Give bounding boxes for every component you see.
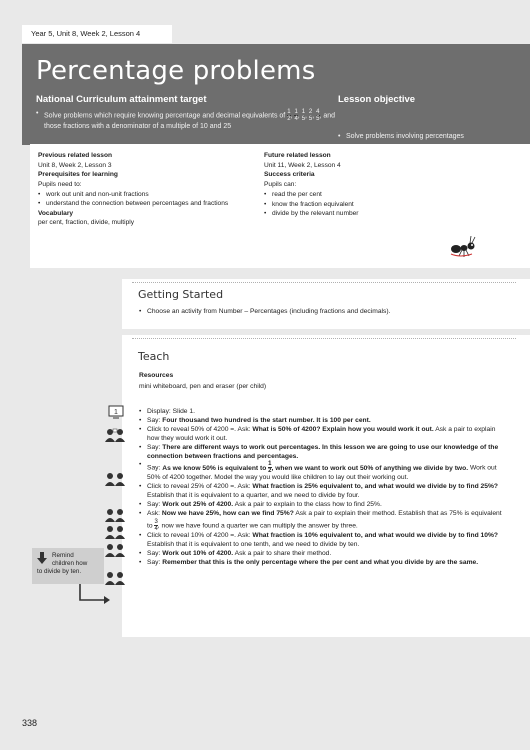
pair-work-icon [104, 472, 126, 486]
nc-text-part-1: Solve problems which require knowing percentage and decimal equivalents of [44, 112, 286, 120]
prerequisites-heading: Prerequisites for learning [38, 171, 118, 179]
resources-text: mini whiteboard, pen and eraser (per child) [139, 383, 267, 390]
fraction: $\frac{1}{2}$ [287, 109, 291, 122]
success-item: • divide by the relevant number [264, 209, 464, 219]
teach-step: • Say: Four thousand two hundred is the start number. It is 100 per cent. [139, 417, 509, 426]
lesson-info-panel [30, 144, 530, 268]
success-item: • know the fraction equivalent [264, 200, 464, 210]
ant-mascot-icon [448, 234, 482, 260]
page-number: 338 [22, 718, 38, 728]
title-banner [22, 44, 530, 145]
getting-started-title: Getting Started [138, 288, 224, 301]
info-left-column [38, 151, 238, 228]
divider [132, 282, 516, 283]
teach-title: Teach [138, 350, 170, 363]
remind-line-1: Remind [52, 552, 74, 559]
previous-lesson-heading: Previous related lesson [38, 152, 113, 159]
teach-step: • Ask: Now we have 25%, how can we find 75%? Ask a pair to explain their method. Establish that as 75% is equivalent to $\frac{3}{4}$ , now we have found a quarter we can multiply the answer by three. [139, 510, 509, 532]
lesson-reference: Year 5, Unit 8, Week 2, Lesson 4 [22, 25, 172, 43]
prerequisite-item: • understand the connection between percentages and fractions [38, 200, 238, 208]
pair-work-icon [104, 508, 126, 522]
teach-step: • Click to reveal 50% of 4200 =. Ask: What is 50% of 4200? Explain how you would work it out. Ask a pair to explain how they would work it out. [139, 426, 509, 444]
down-arrow-icon [37, 552, 47, 564]
nc-text-part-2: and those fractions with a denominator of a multiple of 10 and 25 [44, 112, 336, 130]
teach-steps [139, 408, 509, 568]
svg-text:1: 1 [114, 409, 118, 416]
remind-note [32, 548, 104, 584]
teach-step: • Say: There are different ways to work out percentages. In this lesson we are going to use our knowledge of the connection between fractions and percentages. [139, 444, 509, 462]
teach-step: • Say: Work out 25% of 4200. Ask a pair to explain to the class how to find 25%. [139, 501, 509, 510]
remind-line-2: children how [52, 560, 88, 567]
vocabulary-heading: Vocabulary [38, 209, 74, 217]
resources-heading: Resources [139, 372, 174, 379]
fraction: $\frac{4}{5}$ [316, 109, 320, 122]
pair-work-icon [104, 525, 126, 539]
info-right-column [264, 151, 464, 219]
teach-step: • Say: Work out 10% of 4200. Ask a pair to share their method. [139, 550, 509, 559]
teach-step: • Say: Remember that this is the only percentage where the per cent and what you divide by are the same. [139, 559, 509, 568]
getting-started-section [122, 279, 530, 329]
teach-step: • Say: As we know 50% is equivalent to $\frac{1}{2}$ , when we want to work out 50% of anything we divide by two. Work out 50% of 4200 together. Model the way you would like children to lay out their working out. [139, 461, 509, 483]
fraction: $\frac{2}{5}$ [308, 109, 313, 122]
remind-line-3: to divide by ten. [37, 568, 82, 575]
pair-work-icon [104, 428, 126, 442]
future-lesson-value: Unit 11, Week 2, Lesson 4 [264, 161, 341, 169]
future-lesson-heading: Future related lesson [264, 152, 331, 159]
fraction: $\frac{1}{5}$ [301, 109, 306, 122]
previous-lesson-value: Unit 8, Week 2, Lesson 3 [38, 161, 112, 169]
objective-heading: Lesson objective [338, 94, 416, 105]
teach-step: • Click to reveal 25% of 4200 =. Ask: What fraction is 25% equivalent to, and what would we divide by to find 25%? Establish that it is equivalent to a quarter, and we need to divide by four. [139, 483, 509, 501]
teach-step: • Click to reveal 10% of 4200 =. Ask: What fraction is 10% equivalent to, and what would we divide by to find 10%? Establish that it is equivalent to one tenth, and we need to divide by ten. [139, 532, 509, 550]
pair-work-icon [104, 543, 126, 557]
fraction: $\frac{1}{4}$ [294, 109, 298, 122]
prerequisite-item: • work out unit and non-unit fractions [38, 190, 238, 200]
teach-section [122, 335, 530, 637]
nc-heading: National Curriculum attainment target [36, 94, 207, 105]
pair-work-icon [104, 571, 126, 585]
page-title: Percentage problems [36, 56, 316, 86]
slide-display-icon [108, 405, 124, 419]
prerequisites-intro: Pupils need to: [38, 181, 82, 189]
return-arrow-icon [76, 584, 112, 604]
getting-started-text: • Choose an activity from Number – Percentages (including fractions and decimals). [139, 308, 527, 317]
success-criteria-intro: Pupils can: [264, 181, 297, 189]
objective-text: • Solve problems involving percentages [338, 132, 526, 141]
vocabulary-value: per cent, fraction, divide, multiply [38, 219, 135, 227]
success-criteria-heading: Success criteria [264, 171, 315, 179]
fraction-half: $\frac{1}{2}$ [268, 461, 272, 475]
success-item: • read the per cent [264, 190, 464, 200]
fraction-three-quarters: $\frac{3}{4}$ [154, 518, 158, 532]
divider [132, 338, 516, 339]
teach-step: • Display: Slide 1. [139, 408, 509, 417]
nc-attainment-text: • Solve problems which require knowing percentage and decimal equivalents of $\frac{1}{2}$ , $\frac{1}{4}$ , $\frac{1}{5}$ , $\frac{2}{5}$ , $\frac{4}{5}$ , and those fractions with a denominator of a multiple of 10 and 25 [36, 109, 336, 131]
